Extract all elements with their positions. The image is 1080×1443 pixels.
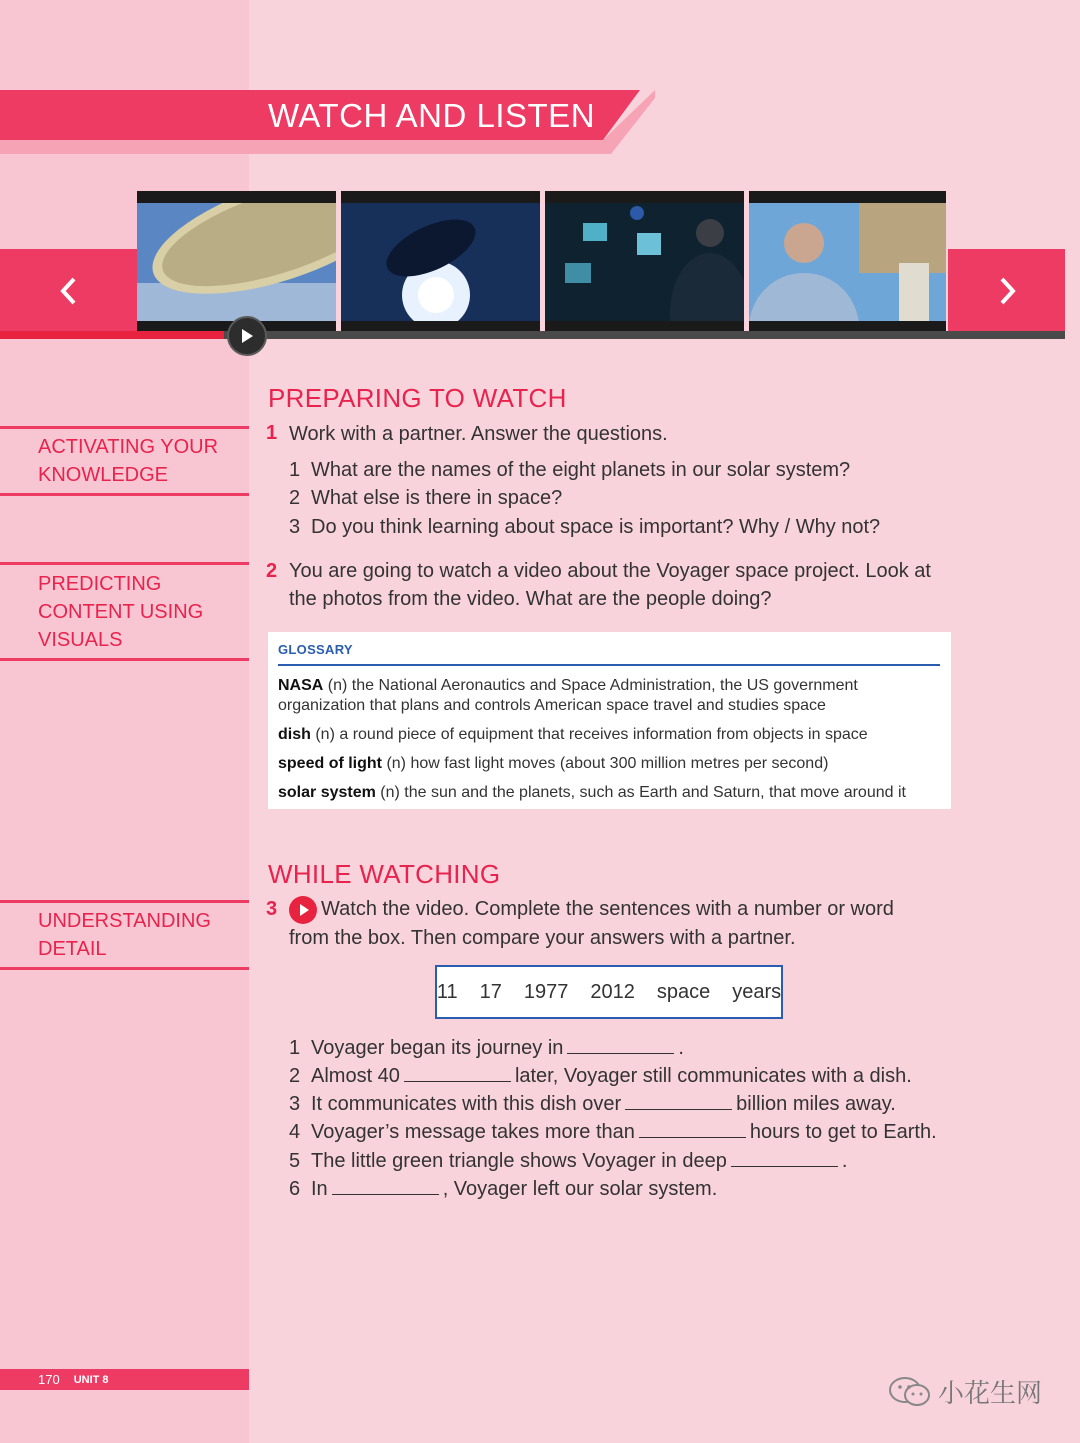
glossary-entry [278, 754, 938, 774]
question-number-2: 2 [266, 560, 278, 582]
item-text: What else is there in space? [311, 487, 563, 509]
sentence-number: 4 [289, 1121, 301, 1143]
watermark-text: 小花生网 [938, 1378, 1043, 1408]
sentence-text: Voyager began its journey in [311, 1037, 564, 1059]
sidebar-label-understanding-text: UNDERSTANDING DETAIL [38, 910, 211, 960]
preparing-heading: PREPARING TO WATCH [268, 383, 567, 413]
sentence-text: In [311, 1178, 328, 1200]
item-number: 2 [289, 487, 301, 509]
question-3-text [289, 895, 949, 952]
chevron-right-icon [996, 275, 1018, 307]
glossary-box [268, 632, 951, 809]
glossary-divider [278, 664, 940, 666]
sentence-text: , Voyager left our solar system. [442, 1178, 718, 1200]
wechat-icon [888, 1376, 932, 1408]
video-icon[interactable] [289, 896, 317, 924]
sentence-text: It communicates with this dish over [311, 1093, 622, 1115]
watermark [888, 1373, 1042, 1410]
video-thumbnail-dish-sky[interactable] [137, 191, 336, 331]
question-3-line-2: from the box. Then compare your answers with a partner. [289, 926, 796, 949]
question-1-item [289, 456, 850, 484]
glossary-term: solar system [278, 784, 376, 801]
glossary-term: NASA [278, 677, 324, 694]
question-number-3: 3 [266, 898, 278, 920]
answer-blank[interactable] [625, 1092, 732, 1110]
glossary-entry [278, 783, 938, 803]
glossary-definition: (n) the National Aeronautics and Space Administration, the US government organization that plans and controls American space travel and studies space [278, 677, 858, 714]
sidebar-label-predicting [0, 562, 249, 661]
item-number: 1 [289, 459, 301, 481]
sentence-text: Voyager’s message takes more than [311, 1121, 635, 1143]
play-icon [240, 328, 254, 344]
word-box [435, 965, 783, 1019]
glossary-entry [278, 676, 938, 716]
answer-blank[interactable] [404, 1064, 511, 1082]
word-option: 17 [479, 980, 502, 1003]
question-1-item [289, 484, 562, 512]
sentence-text: Almost 40 [311, 1065, 400, 1087]
chevron-left-icon [58, 275, 80, 307]
word-option: 1977 [523, 980, 569, 1003]
video-progress-track[interactable] [0, 331, 1065, 339]
sidebar-label-activating [0, 426, 249, 496]
answer-blank[interactable] [567, 1036, 674, 1054]
glossary-entry [278, 725, 938, 745]
word-option: 11 [436, 980, 458, 1003]
glossary-title: GLOSSARY [278, 642, 353, 657]
answer-blank[interactable] [332, 1177, 439, 1195]
sentence-item [289, 1034, 684, 1062]
word-option: space [656, 980, 711, 1003]
sidebar-label-activating-text: ACTIVATING YOUR KNOWLEDGE [38, 436, 219, 486]
page-footer [0, 1369, 249, 1390]
question-1-item [289, 513, 880, 541]
word-option: years [732, 980, 782, 1003]
video-thumbnail-man-interview[interactable] [749, 191, 946, 331]
sentence-item [289, 1175, 717, 1203]
sentence-number: 5 [289, 1150, 301, 1172]
next-button[interactable] [948, 249, 1065, 333]
question-3-line-1: Watch the video. Complete the sentences with a number or word [321, 898, 894, 920]
glossary-definition: (n) a round piece of equipment that receives information from objects in space [315, 726, 868, 743]
sentence-item [289, 1147, 847, 1175]
glossary-definition: (n) the sun and the planets, such as Earth and Saturn, that move around it [380, 784, 906, 801]
video-thumbnail-dish-sun[interactable] [341, 191, 540, 331]
word-option: 2012 [590, 980, 635, 1003]
video-thumbnail-control-room[interactable] [545, 191, 744, 331]
glossary-definition: (n) how fast light moves (about 300 million metres per second) [386, 755, 829, 772]
sentence-number: 1 [289, 1037, 301, 1059]
item-text: Do you think learning about space is important? Why / Why not? [311, 516, 881, 538]
sentence-text: billion miles away. [736, 1093, 896, 1115]
glossary-term: speed of light [278, 755, 382, 772]
sentence-text: The little green triangle shows Voyager in deep [311, 1150, 727, 1172]
sentence-item [289, 1062, 912, 1090]
answer-blank[interactable] [639, 1120, 746, 1138]
item-number: 3 [289, 516, 301, 538]
question-number-1: 1 [266, 422, 278, 444]
sentence-text: hours to get to Earth. [749, 1121, 937, 1143]
question-2-line-2: the photos from the video. What are the people doing? [289, 588, 772, 610]
question-2-line-1: You are going to watch a video about the Voyager space project. Look at [289, 560, 931, 582]
question-1-text: Work with a partner. Answer the questions. [289, 423, 668, 445]
while-watching-heading: WHILE WATCHING [268, 859, 501, 889]
play-button[interactable] [227, 316, 267, 356]
question-2-text [289, 557, 959, 613]
sentence-text: later, Voyager still communicates with a dish. [514, 1065, 912, 1087]
answer-blank[interactable] [731, 1149, 838, 1167]
sentence-number: 2 [289, 1065, 301, 1087]
glossary-term: dish [278, 726, 311, 743]
page-title: WATCH AND LISTEN [268, 97, 596, 134]
sentence-number: 3 [289, 1093, 301, 1115]
video-progress-fill [0, 331, 224, 339]
item-text: What are the names of the eight planets in our solar system? [311, 459, 851, 481]
sentence-item [289, 1118, 937, 1146]
sentence-number: 6 [289, 1178, 301, 1200]
sentence-item [289, 1090, 896, 1118]
previous-button[interactable] [0, 249, 137, 333]
page-number: 170 [38, 1372, 60, 1387]
unit-label: UNIT 8 [73, 1373, 109, 1386]
sidebar-label-understanding [0, 900, 249, 970]
sidebar-label-predicting-text: PREDICTING CONTENT USING VISUALS [38, 572, 204, 651]
sentence-text: . [841, 1150, 848, 1172]
sentence-text: . [678, 1037, 684, 1059]
